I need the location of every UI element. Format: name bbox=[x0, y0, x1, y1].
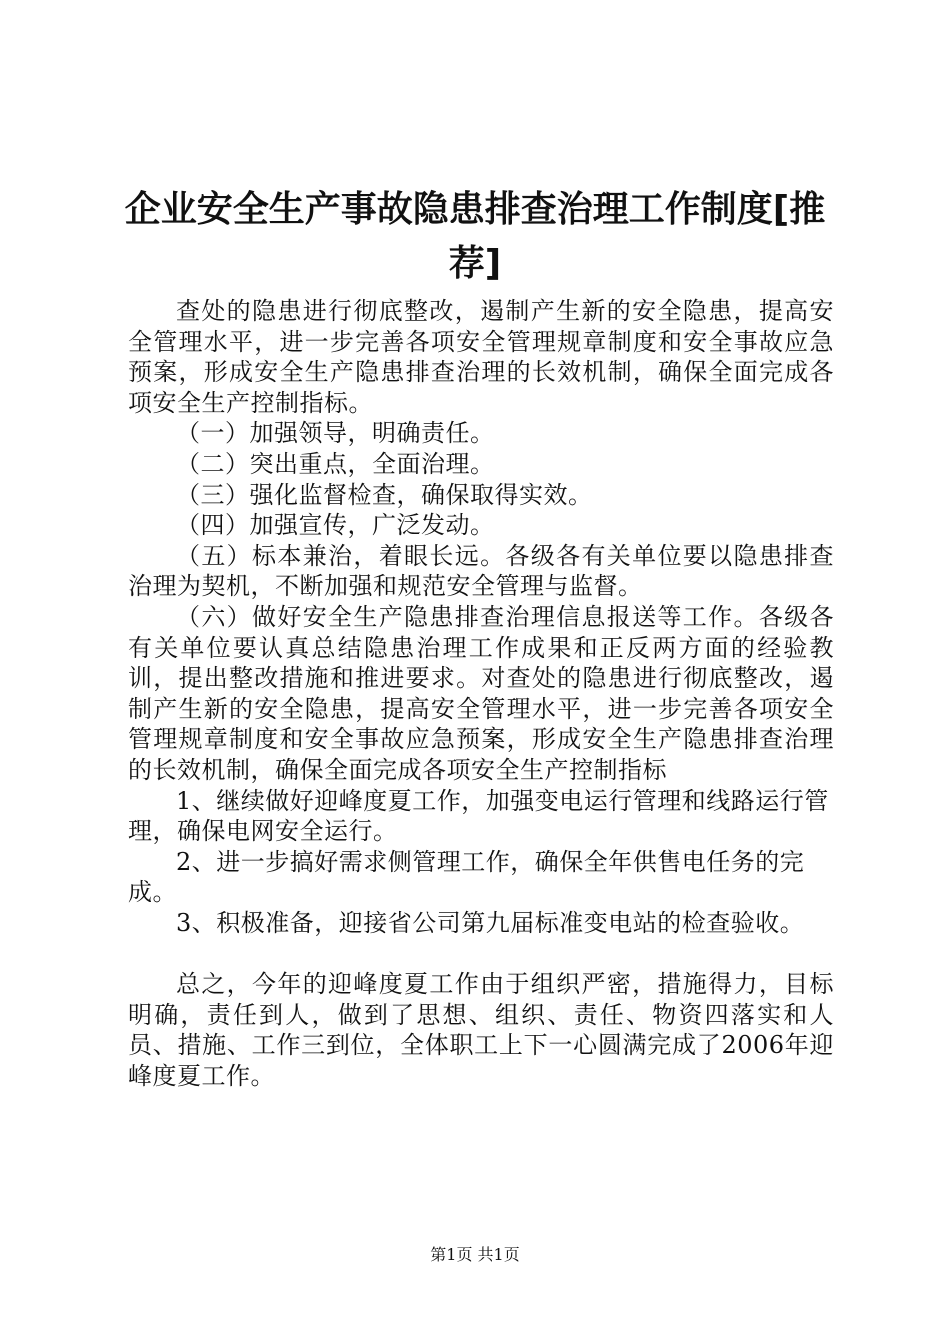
paragraph-numbered-2: 2、进一步搞好需求侧管理工作，确保全年供售电任务的完成。 bbox=[128, 847, 805, 907]
paragraph-item-3: （三）强化监督检查，确保取得实效。 bbox=[176, 480, 593, 509]
document-title: 企业安全生产事故隐患排查治理工作制度[推荐] bbox=[124, 189, 826, 284]
blank-line bbox=[128, 938, 834, 969]
paragraph-item-2: （二）突出重点，全面治理。 bbox=[176, 449, 495, 478]
paragraph-item-5: （五）标本兼治，着眼长远。各级各有关单位要以隐患排查治理为契机，不断加强和规范安全管理与监督。 bbox=[128, 541, 834, 601]
paragraph-item-1: （一）加强领导，明确责任。 bbox=[176, 419, 495, 448]
paragraph-summary: 总之，今年的迎峰度夏工作由于组织严密，措施得力，目标明确，责任到人，做到了思想、组织、责任、物资四落实和人员、措施、工作三到位，全体职工上下一心圆满完成了2006年迎峰度夏工作。 bbox=[128, 970, 834, 1090]
paragraph-item-6: （六）做好安全生产隐患排查治理信息报送等工作。各级各有关单位要认真总结隐患治理工作成果和正反两方面的经验教训，提出整改措施和推进要求。对查处的隐患进行彻底整改，遏制产生新的安全隐患，提高安全管理水平，进一步完善各项安全管理规章制度和安全事故应急预案，形成安全生产隐患排查治理的长效机制，确保全面完成各项安全生产控制指标 bbox=[128, 602, 834, 784]
paragraph-intro: 查处的隐患进行彻底整改，遏制产生新的安全隐患，提高安全管理水平，进一步完善各项安全管理规章制度和安全事故应急预案，形成安全生产隐患排查治理的长效机制，确保全面完成各项安全生产控制指标。 bbox=[128, 297, 834, 417]
paragraph-numbered-3: 3、积极准备，迎接省公司第九届标准变电站的检查验收。 bbox=[176, 908, 805, 937]
paragraph-item-4: （四）加强宣传，广泛发动。 bbox=[176, 511, 495, 540]
document-body bbox=[128, 296, 834, 1091]
paragraph-numbered-1: 1、继续做好迎峰度夏工作，加强变电运行管理和线路运行管理，确保电网安全运行。 bbox=[128, 786, 829, 846]
page-footer: 第1页 共1页 bbox=[430, 1245, 520, 1264]
